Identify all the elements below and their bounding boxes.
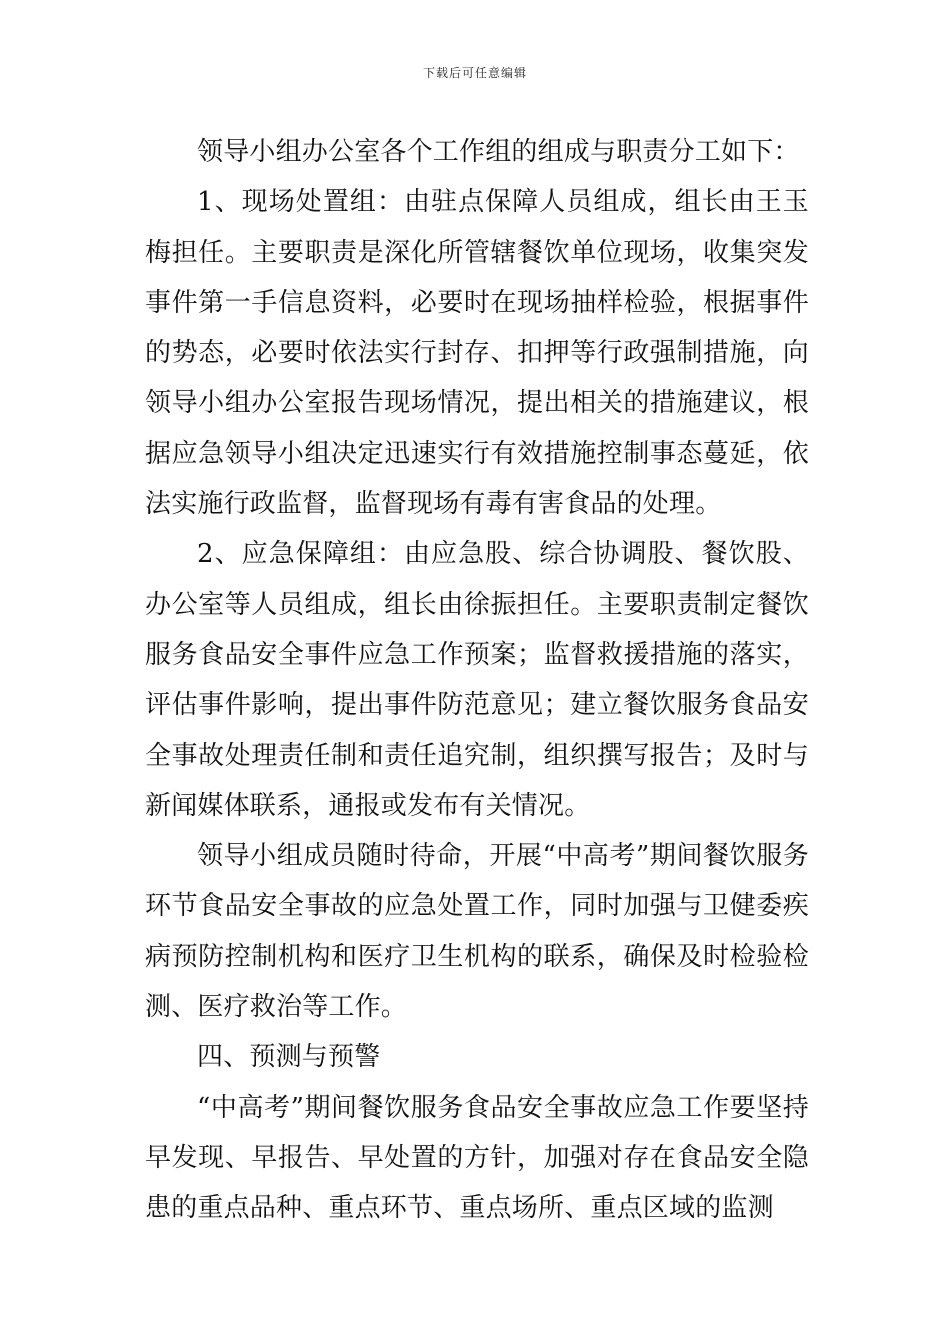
paragraph-forecast: “中高考”期间餐饮服务食品安全事故应急工作要坚持早发现、早报告、早处置的方针，加强对存在食品安全隐患的重点品种、重点环节、重点场所、重点区域的监测 (145, 1092, 809, 1224)
document-body (145, 127, 809, 1234)
paragraph-standby: 领导小组成员随时待命，开展“中高考”期间餐饮服务环节食品安全事故的应急处置工作，同时加强与卫健委疾病预防控制机构和医疗卫生机构的联系，确保及时检验检测、医疗救治等工作。 (145, 841, 809, 1023)
paragraph-onsite-team: 1、现场处置组：由驻点保障人员组成，组长由王玉梅担任。主要职责是深化所管辖餐饮单位现场，收集突发事件第一手信息资料，必要时在现场抽样检验，根据事件的势态，必要时依法实行封存、扣押等行政强制措施，向领导小组办公室报告现场情况，提出相关的措施建议，根据应急领导小组决定迅速实行有效措施控制事态蔓延，依法实施行政监督，监督现场有毒有害食品的处理。 (145, 187, 809, 520)
section-heading-forecast: 四、预测与预警 (197, 1042, 381, 1073)
page-header-note: 下载后可任意编辑 (422, 66, 527, 80)
paragraph-intro: 领导小组办公室各个工作组的组成与职责分工如下： (197, 137, 800, 167)
paragraph-emergency-team: 2、应急保障组：由应急股、综合协调股、餐饮股、办公室等人员组成，组长由徐振担任。主要职责制定餐饮服务食品安全事件应急工作预案；监督救援措施的落实，评估事件影响，提出事件防范意见；建立餐饮服务食品安全事故处理责任制和责任追究制，组织撰写报告；及时与新闻媒体联系，通报或发布有关情况。 (145, 539, 809, 821)
